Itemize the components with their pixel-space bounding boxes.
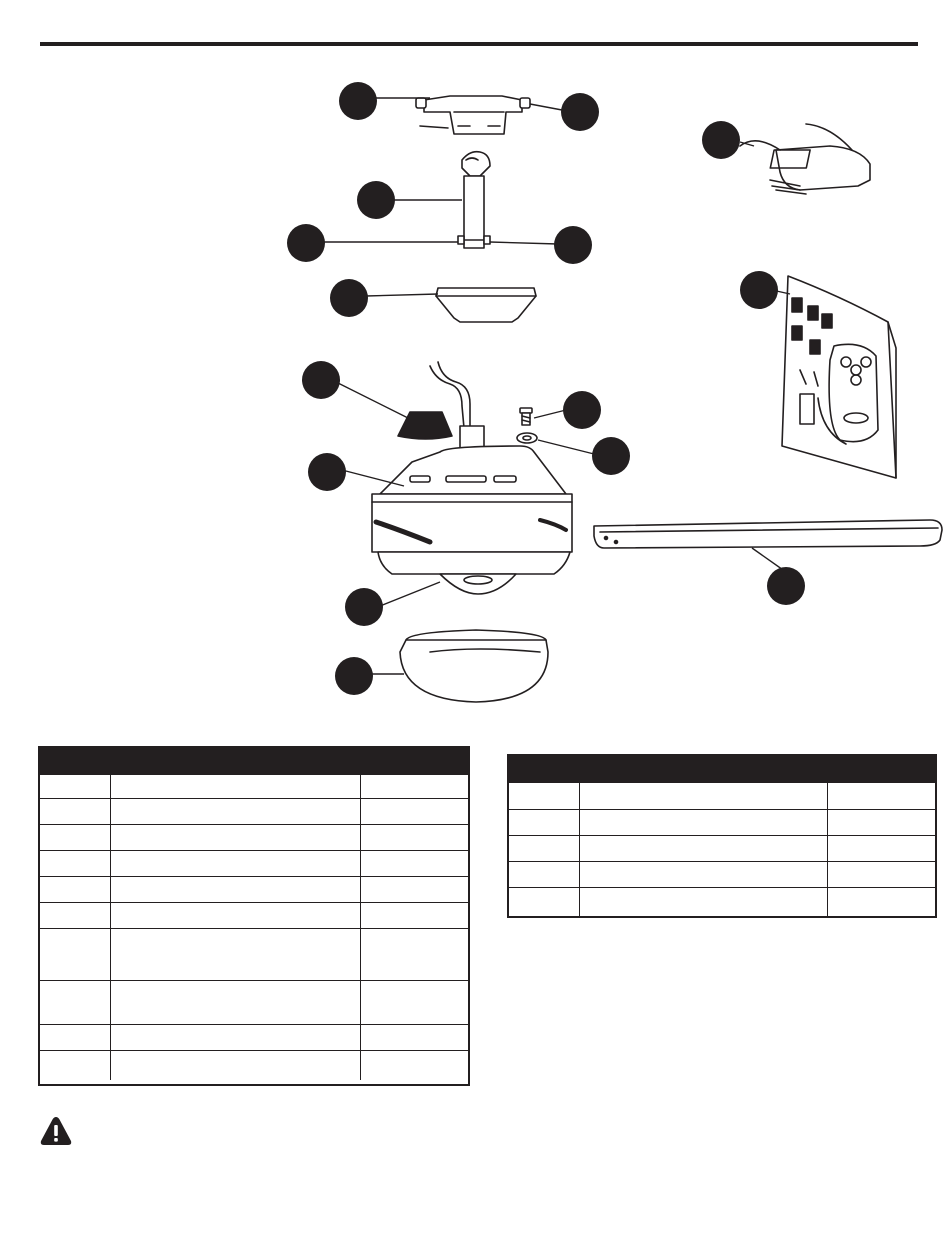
table-row — [40, 902, 468, 928]
callout-cotter-pin — [554, 226, 592, 264]
table-row — [40, 980, 468, 1024]
callout-downrod — [357, 181, 395, 219]
table-row — [509, 887, 935, 916]
receiver-illustration — [740, 124, 870, 194]
hardware-card-illustration — [782, 276, 896, 478]
motor-housing-illustration — [372, 426, 572, 574]
callout-screw — [563, 391, 601, 429]
callout-glass-bowl — [335, 657, 373, 695]
callout-mounting-bracket — [339, 82, 377, 120]
table-row — [40, 1024, 468, 1050]
parts-table-left — [38, 746, 470, 1086]
callout-light-adapter — [345, 588, 383, 626]
table-row — [509, 861, 935, 887]
callout-clevis-pin — [287, 224, 325, 262]
callout-blade — [767, 567, 805, 605]
callout-canopy — [330, 279, 368, 317]
washer-illustration — [517, 433, 537, 443]
table-row — [40, 928, 468, 980]
table-row — [40, 850, 468, 876]
light-adapter-illustration — [440, 574, 516, 594]
mounting-bracket-illustration — [416, 96, 530, 134]
callout-receiver — [702, 121, 740, 159]
callout-leaders — [322, 98, 790, 674]
table-header — [509, 756, 935, 782]
canopy-illustration — [436, 288, 536, 322]
glass-bowl-illustration — [400, 630, 548, 702]
callout-motor — [308, 453, 346, 491]
table-row — [40, 824, 468, 850]
callout-bracket-screw — [561, 93, 599, 131]
parts-table-right — [507, 754, 937, 918]
table-row — [509, 835, 935, 861]
switch-cap-illustration — [398, 412, 452, 439]
warning-triangle-icon — [40, 1116, 72, 1146]
table-header — [40, 748, 468, 774]
table-row — [40, 876, 468, 902]
fan-blade-illustration — [594, 520, 942, 548]
callout-washer — [592, 437, 630, 475]
table-row — [509, 782, 935, 809]
table-row — [40, 774, 468, 798]
callout-switch-cap — [302, 361, 340, 399]
screw-illustration — [520, 408, 532, 425]
callout-hardware — [740, 271, 778, 309]
table-row — [40, 798, 468, 824]
downrod-illustration — [458, 152, 490, 248]
table-row — [40, 1050, 468, 1080]
table-row — [509, 809, 935, 835]
callouts — [287, 82, 805, 695]
